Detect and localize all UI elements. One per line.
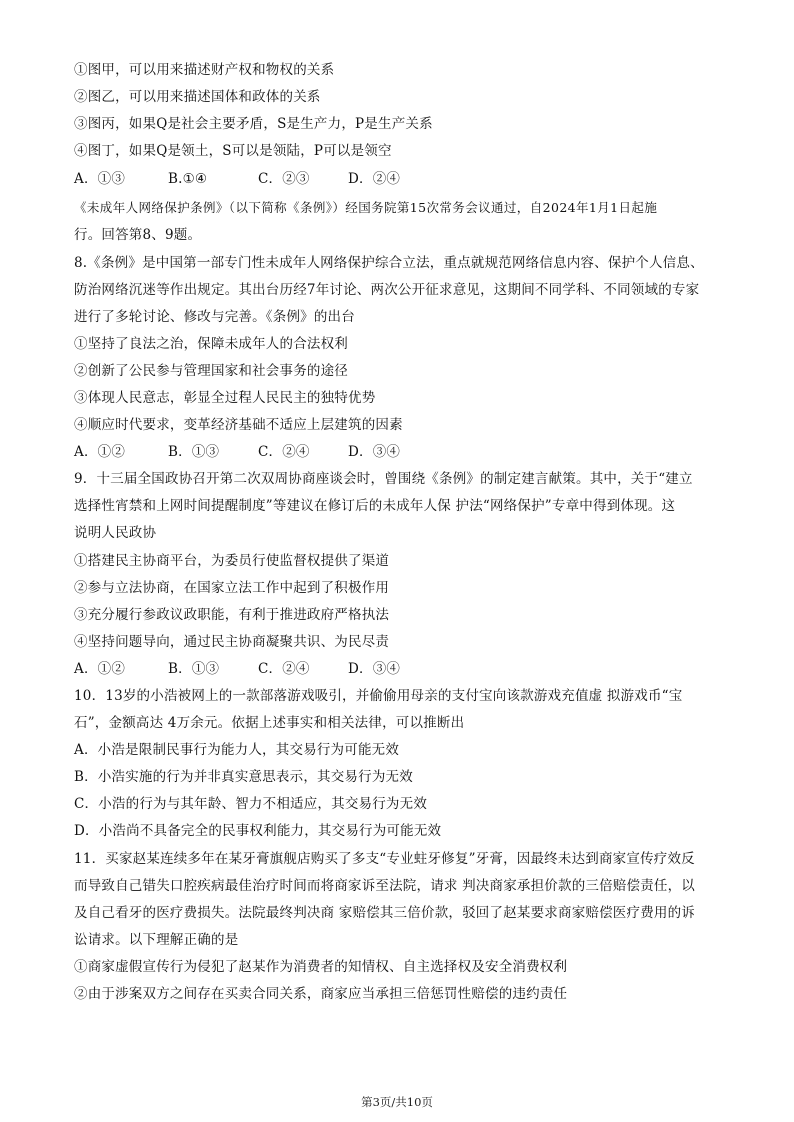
q7-option-d: D．②④	[348, 171, 401, 187]
q9-options	[74, 659, 734, 679]
q11-statement-1: ①商家虚假宣传行为侵犯了赵某作为消费者的知情权、自主选择权及安全消费权利	[74, 959, 568, 975]
q8-options	[74, 442, 734, 462]
q8-statement-2: ②创新了公民参与管理国家和社会事务的途径	[74, 363, 348, 379]
q10-choice-d: D．小浩尚不具备完全的民事权利能力，其交易行为可能无效	[74, 823, 442, 839]
q9-statement-3: ③充分履行参政议政职能，有利于推进政府严格执法	[74, 607, 390, 623]
q9-option-b: B．①③	[168, 661, 220, 677]
q9-statement-4: ④坚持问题导向，通过民主协商凝聚共识、为民尽责	[74, 634, 390, 650]
page-footer: 第3页/共10页	[361, 1095, 433, 1109]
q10-choice-b: B．小浩实施的行为并非真实意思表示，其交易行为无效	[74, 769, 413, 785]
q8-option-d: D．③④	[348, 444, 401, 460]
q9-option-c: C．②④	[258, 661, 310, 677]
q8-statement-4: ④顺应时代要求，变革经济基础不适应上层建筑的因素	[74, 417, 403, 433]
q7-option-b: B.①④	[168, 171, 208, 187]
q7-option-c: C．②③	[258, 171, 310, 187]
q9-option-d: D．③④	[348, 661, 401, 677]
q8-statement-3: ③体现人民意志，彰显全过程人民民主的独特优势	[74, 390, 376, 406]
q9-statement-2: ②参与立法协商，在国家立法工作中起到了积极作用	[74, 580, 390, 596]
q9-stem-line-2: 选择性宵禁和上网时间提醒制度”等建议在修订后的未成年人保 护法“网络保护”专章中得到体现。这	[74, 498, 676, 514]
q8-stem-line-1: 8.《条例》是中国第一部专门性未成年人网络保护综合立法，重点就规范网络信息内容、保护个人信息、	[74, 255, 704, 271]
q11-stem-line-4: 讼请求。以下理解正确的是	[74, 932, 239, 948]
q7-statement-1: ①图甲，可以用来描述财产权和物权的关系	[74, 62, 335, 78]
q8-stem-line-2: 防治网络沉迷等作出规定。其出台历经7年讨论、两次公开征求意见，这期间不同学科、不同领域的专家	[74, 282, 700, 298]
q8-option-c: C．②④	[258, 444, 310, 460]
q10-choice-c: C．小浩的行为与其年龄、智力不相适应，其交易行为无效	[74, 796, 428, 812]
q11-stem-line-1: 11．买家赵某连续多年在某牙膏旗舰店购买了多支“专业蛀牙修复”牙膏，因最终未达到商家宣传疗效反	[74, 851, 695, 867]
q8-statement-1: ①坚持了良法之治，保障未成年人的合法权利	[74, 336, 348, 352]
q11-stem-line-2: 而导致自己错失口腔疾病最佳治疗时间而将商家诉至法院，请求 判决商家承担价款的三倍赔偿责任，以	[74, 878, 695, 894]
q7-statement-3: ③图丙，如果Q是社会主要矛盾，S是生产力，P是生产关系	[74, 116, 433, 132]
q7-statement-4: ④图丁，如果Q是领土，S可以是领陆，P可以是领空	[74, 143, 392, 159]
q11-stem-line-3: 及自己看牙的医疗费损失。法院最终判决商 家赔偿其三倍价款，驳回了赵某要求商家赔偿医疗费用的诉	[74, 905, 695, 921]
q11-statement-2: ②由于涉案双方之间存在买卖合同关系，商家应当承担三倍惩罚性赔偿的违约责任	[74, 986, 568, 1002]
q9-stem-line-1: 9．十三届全国政协召开第二次双周协商座谈会时，曾围绕《条例》的制定建言献策。其中，关于“建立	[74, 471, 693, 487]
q8-option-a: A．①②	[74, 444, 126, 460]
q10-choice-a: A．小浩是限制民事行为能力人，其交易行为可能无效	[74, 742, 400, 758]
q7-options	[74, 169, 734, 189]
passage-line-2: 行。回答第8、9题。	[74, 227, 202, 243]
q7-statement-2: ②图乙，可以用来描述国体和政体的关系	[74, 89, 321, 105]
q8-stem-line-3: 进行了多轮讨论、修改与完善。《条例》的出台	[74, 309, 355, 325]
q7-option-a: A．①③	[74, 171, 126, 187]
passage-line-1: 《未成年人网络保护条例》（以下简称《条例》）经国务院第15次常务会议通过，自2024年1月1日起施	[74, 200, 658, 215]
q9-stem-line-3: 说明人民政协	[74, 525, 157, 541]
q9-option-a: A．①②	[74, 661, 126, 677]
q9-statement-1: ①搭建民主协商平台，为委员行使监督权提供了渠道	[74, 553, 390, 569]
q10-stem-line-2: 石”，金额高达 4万余元。依据上述事实和相关法律，可以推断出	[74, 715, 465, 731]
q8-option-b: B．①③	[168, 444, 220, 460]
q10-stem-line-1: 10．13岁的小浩被网上的一款部落游戏吸引，并偷偷用母亲的支付宝向该款游戏充值虚 拟游戏币“宝	[74, 688, 683, 704]
